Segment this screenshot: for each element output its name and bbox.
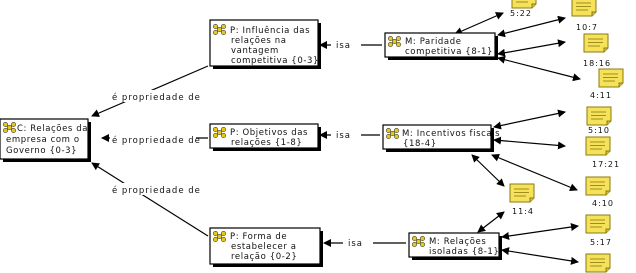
quote-label-17-21: 17:21	[592, 160, 621, 169]
node-parity-line-2: competitiva {8-1}	[405, 47, 494, 57]
quote-notes	[510, 0, 623, 272]
edge-iso-q_bottom	[502, 250, 578, 262]
label-isa-3: isa	[348, 239, 363, 249]
node-isolated-line-1: M: Relações	[429, 237, 487, 247]
node-parity[interactable]	[385, 33, 498, 60]
node-form-line-3: relação {0-2}	[231, 252, 298, 262]
node-influence-line-4: competitiva {0-3}	[231, 56, 320, 66]
network-node-icon	[388, 36, 401, 47]
network-node-icon	[213, 24, 226, 35]
network-node-icon	[412, 236, 425, 247]
memo-note-icon[interactable]	[587, 107, 611, 125]
edge-parity-q107	[498, 18, 565, 35]
network-node-icon	[3, 122, 16, 133]
network-node-icon	[213, 231, 226, 242]
label-property-of-2: é propriedade de	[112, 136, 201, 146]
node-objectives[interactable]	[210, 124, 321, 151]
edge-inc-q1721	[494, 140, 565, 146]
label-property-of-3: é propriedade de	[112, 186, 201, 196]
memo-note-icon[interactable]	[586, 137, 610, 155]
edge-iso-q517	[502, 226, 578, 237]
node-objectives-line-1: P: Objetivos das	[230, 128, 309, 138]
node-influence-line-1: P: Influência das	[230, 26, 311, 36]
node-form-line-2: estabelecer a	[231, 242, 297, 252]
memo-note-icon[interactable]	[510, 184, 534, 202]
quote-label-5-10: 5:10	[588, 126, 610, 135]
memo-note-icon[interactable]	[599, 69, 623, 87]
quote-label-10-7: 10:7	[576, 23, 598, 32]
memo-note-icon[interactable]	[586, 254, 610, 272]
quote-label-5-17: 5:17	[590, 238, 612, 247]
label-isa-1: isa	[336, 41, 351, 51]
network-node-icon	[386, 128, 399, 139]
quote-label-18-16: 18:16	[583, 59, 612, 68]
node-parity-line-1: M: Paridade	[405, 37, 462, 47]
memo-note-icon[interactable]	[586, 215, 610, 233]
memo-note-icon[interactable]	[572, 0, 596, 16]
node-company-line-3: Governo {0-3}	[6, 146, 78, 156]
label-property-of-1: é propriedade de	[112, 93, 201, 103]
memo-note-icon[interactable]	[584, 34, 608, 52]
node-influence-line-3: vantagem	[231, 46, 279, 56]
node-company-line-2: empresa com o	[6, 135, 80, 145]
quote-label-5-22: 5:22	[510, 9, 532, 18]
node-form-line-1: P: Forma de	[230, 232, 288, 242]
label-isa-2: isa	[336, 131, 351, 141]
node-company-line-1: C: Relações da	[17, 124, 89, 134]
node-incentives[interactable]	[383, 125, 500, 152]
quote-label-4-10: 4:10	[592, 199, 614, 208]
memo-note-icon[interactable]	[512, 0, 536, 8]
edge-parity-q411	[498, 58, 580, 79]
quote-label-4-11: 4:11	[590, 91, 612, 100]
node-isolated-line-2: isoladas {8-1}	[429, 247, 500, 257]
node-incentives-line-1: M: Incentivos fiscais	[402, 129, 501, 139]
network-node-icon	[213, 127, 226, 138]
node-incentives-line-2: {18-4}	[403, 139, 437, 149]
edge-iso-q114	[478, 212, 504, 232]
node-isolated[interactable]	[409, 233, 502, 260]
edge-parity-q1816	[498, 42, 565, 54]
edge-inc-q510	[494, 112, 565, 127]
node-influence-line-2: relações na	[231, 36, 287, 46]
node-objectives-line-2: relações {1-8}	[231, 138, 303, 148]
memo-note-icon[interactable]	[586, 177, 610, 195]
quote-label-11-4: 11:4	[512, 207, 534, 216]
edge-form-company	[92, 163, 208, 236]
node-influence[interactable]	[210, 20, 321, 69]
node-company[interactable]	[0, 119, 91, 162]
edge-parity-q522	[455, 13, 503, 34]
node-form[interactable]	[210, 228, 323, 267]
edge-inc-q114	[472, 155, 504, 186]
